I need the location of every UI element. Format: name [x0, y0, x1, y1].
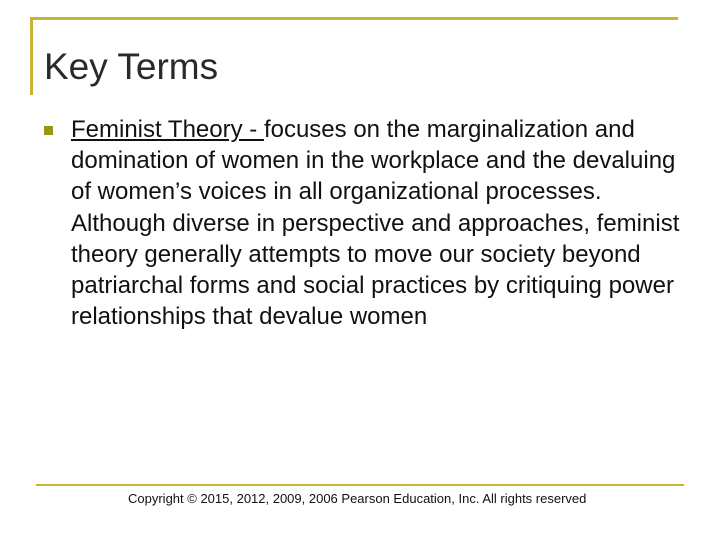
top-border-line	[30, 17, 678, 20]
term-definition: focuses on the marginalization and domination of women in the workplace and the devaluing of women’s voices in all organizational processes. Although diverse in perspective and approaches, feminist theory generally attempts to move our society beyond patriarchal forms and social practices by critiquing power relationships that devalue women	[71, 116, 680, 331]
square-bullet-icon	[44, 126, 53, 135]
bullet-text	[71, 114, 691, 332]
footer-divider	[36, 484, 684, 486]
slide-title: Key Terms	[44, 46, 219, 87]
left-border-line	[30, 17, 33, 95]
term-label: Feminist Theory -	[71, 116, 264, 143]
copyright-notice: Copyright © 2015, 2012, 2009, 2006 Pearson Education, Inc. All rights reserved	[128, 491, 587, 506]
